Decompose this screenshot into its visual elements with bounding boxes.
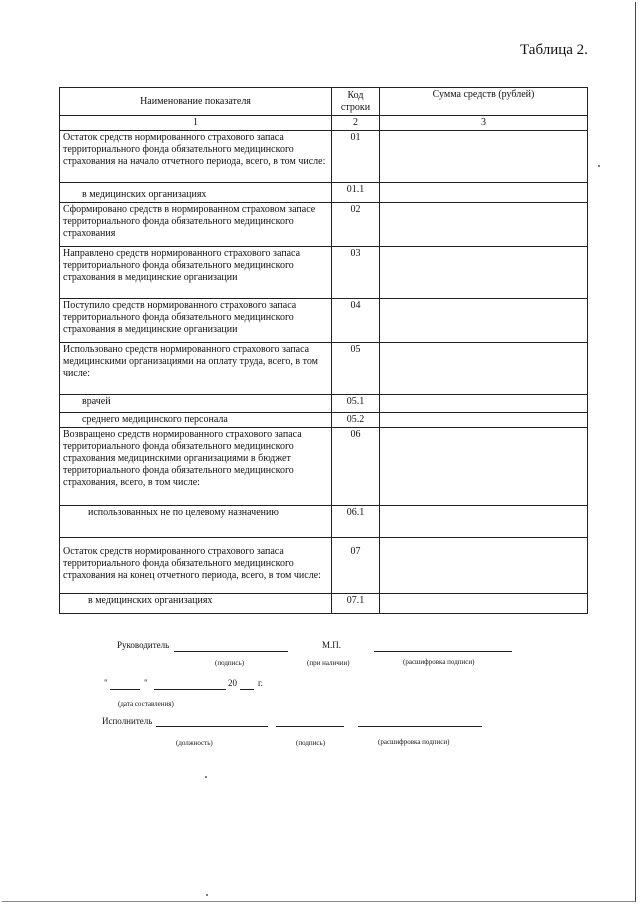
table-row (60, 413, 588, 428)
row-value[interactable] (380, 395, 588, 413)
row-code: 06 (332, 428, 380, 506)
column-numbers-row (60, 116, 588, 131)
row-value[interactable] (380, 506, 588, 538)
decode-caption: (расшифровка подписи) (403, 658, 475, 666)
column-number: 1 (60, 116, 332, 131)
row-value[interactable] (380, 247, 588, 299)
row-name: использованных не по целевому назначению (60, 506, 332, 538)
header-sum: Сумма средств (рублей) (380, 88, 588, 116)
head-signature-line[interactable] (174, 651, 288, 652)
row-code: 04 (332, 299, 380, 343)
header-code: Код строки (332, 88, 380, 116)
column-number: 2 (332, 116, 380, 131)
row-name: в медицинских организациях (60, 183, 332, 203)
row-name: Поступило средств нормированного страхового запаса территориального фонда обязательного медицинского страхования в медицинские организации (60, 299, 332, 343)
row-code: 07.1 (332, 594, 380, 614)
year-prefix: 20 (228, 678, 237, 688)
table-row (60, 506, 588, 538)
row-code: 05.2 (332, 413, 380, 428)
executor-signature-line[interactable] (276, 726, 344, 727)
row-code: 02 (332, 203, 380, 247)
row-code: 05.1 (332, 395, 380, 413)
row-name: в медицинских организациях (60, 594, 332, 614)
table-row (60, 428, 588, 506)
row-code: 05 (332, 343, 380, 395)
year-suffix: г. (258, 678, 263, 688)
stamp-label: М.П. (322, 640, 342, 650)
header-row (60, 88, 588, 116)
row-name: среднего медицинского персонала (60, 413, 332, 428)
row-value[interactable] (380, 183, 588, 203)
scan-speck (205, 776, 207, 778)
table-row (60, 299, 588, 343)
scan-speck (206, 894, 208, 896)
row-code: 07 (332, 538, 380, 594)
table-caption: Таблица 2. (520, 42, 588, 58)
position-caption: (должность) (176, 739, 213, 747)
report-table (59, 87, 588, 614)
executor-signature-caption: (подпись) (296, 739, 326, 747)
row-code: 01.1 (332, 183, 380, 203)
date-caption: (дата составления) (118, 700, 174, 708)
row-name: Направлено средств нормированного страхового запаса территориального фонда обязательного медицинского страхования в медицинские организации (60, 247, 332, 299)
table-row (60, 594, 588, 614)
table-row (60, 395, 588, 413)
row-name: Сформировано средств в нормированном страховом запасе территориального фонда обязательного медицинского страхования (60, 203, 332, 247)
row-value[interactable] (380, 594, 588, 614)
stamp-caption: (при наличии) (307, 659, 350, 667)
date-open-quote: " (104, 678, 108, 688)
header-name: Наименование показателя (60, 88, 332, 116)
head-decode-line[interactable] (374, 651, 512, 652)
table-row (60, 538, 588, 594)
table-row (60, 247, 588, 299)
head-label: Руководитель (117, 640, 170, 650)
executor-decode-caption: (расшифровка подписи) (378, 738, 450, 746)
executor-label: Исполнитель (102, 716, 153, 726)
date-close-quote: " (144, 678, 148, 688)
row-value[interactable] (380, 413, 588, 428)
date-month-line[interactable] (154, 689, 226, 690)
row-name: Использовано средств нормированного страхового запаса медицинскими организациями на оплату труда, всего, в том числе: (60, 343, 332, 395)
executor-decode-line[interactable] (358, 726, 482, 727)
row-name: Остаток средств нормированного страхового запаса территориального фонда обязательного медицинского страхования на конец отчетного периода, всего, в том числе: (60, 538, 332, 594)
table-row (60, 343, 588, 395)
row-code: 06.1 (332, 506, 380, 538)
row-value[interactable] (380, 203, 588, 247)
row-value[interactable] (380, 343, 588, 395)
date-day-line[interactable] (110, 689, 140, 690)
scan-speck (598, 165, 600, 167)
row-code: 01 (332, 131, 380, 183)
row-value[interactable] (380, 428, 588, 506)
column-number: 3 (380, 116, 588, 131)
date-year-line[interactable] (240, 689, 254, 690)
table-row (60, 183, 588, 203)
row-name: Возвращено средств нормированного страхового запаса территориального фонда обязательного медицинского страхования медицинскими организациями в бюджет территориального фонда обязательного медицинского страхования, всего, в том числе: (60, 428, 332, 506)
row-name: врачей (60, 395, 332, 413)
row-name: Остаток средств нормированного страхового запаса территориального фонда обязательного медицинского страхования на начало отчетного периода, всего, в том числе: (60, 131, 332, 183)
row-value[interactable] (380, 131, 588, 183)
row-value[interactable] (380, 299, 588, 343)
table-row (60, 203, 588, 247)
row-code: 03 (332, 247, 380, 299)
executor-position-line[interactable] (156, 726, 268, 727)
row-value[interactable] (380, 538, 588, 594)
table-row (60, 131, 588, 183)
signature-caption: (подпись) (215, 659, 245, 667)
